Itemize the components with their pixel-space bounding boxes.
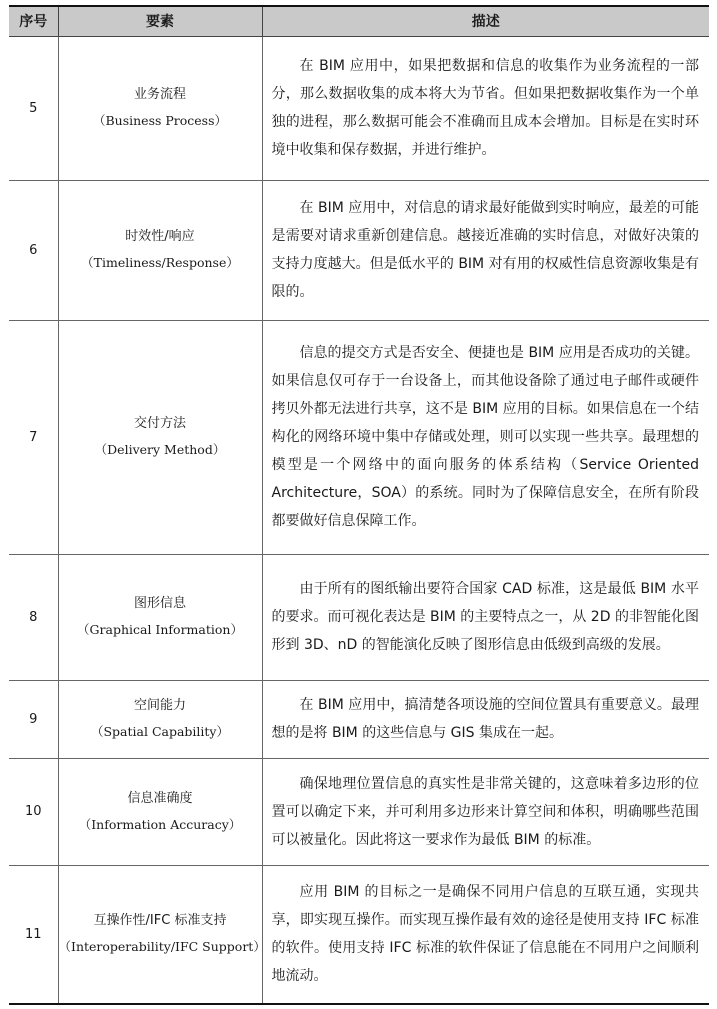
row-no: 11	[9, 865, 58, 1004]
row-description: 在 BIM 应用中，如果把数据和信息的收集作为业务流程的一部分，那么数据收集的成本将大为节省。但如果把数据收集作为一个单独的进程，那么数据可能会不准确而且成本会增加。目标是在实时环境中收集和保存数据，并进行维护。	[262, 36, 709, 180]
element-en: （Graphical Information）	[77, 622, 243, 637]
table-row	[9, 180, 709, 320]
row-element	[58, 36, 262, 180]
element-en: （Spatial Capability）	[90, 724, 229, 739]
row-element	[58, 680, 262, 758]
row-description: 信息的提交方式是否安全、便捷也是 BIM 应用是否成功的关键。如果信息仅可存于一台设备上，而其他设备除了通过电子邮件或硬件拷贝外都无法进行共享，这不是 BIM 应用的目标。如果信息在一个结构化的网络环境中集中存储或处理，则可以实现一些共享。最理想的模型是一个网络中的面向服务的体系结构（Service Oriented Architecture，SOA）的系统。同时为了保障信息安全，在所有阶段都要做好信息保障工作。	[262, 320, 709, 554]
row-description: 由于所有的图纸输出要符合国家 CAD 标准，这是最低 BIM 水平的要求。而可视化表达是 BIM 的主要特点之一，从 2D 的非智能化图形到 3D、nD 的智能演化反映了图形信息由低级到高级的发展。	[262, 554, 709, 680]
element-zh: 信息准确度	[127, 790, 193, 806]
table-row	[9, 758, 709, 865]
row-description: 在 BIM 应用中，对信息的请求最好能做到实时响应，最差的可能是需要对请求重新创建信息。越接近准确的实时信息，对做好决策的支持力度越大。但是低水平的 BIM 对有用的权威性信息资源收集是有限的。	[262, 180, 709, 320]
table-row	[9, 680, 709, 758]
element-zh: 图形信息	[133, 596, 186, 611]
row-element	[58, 554, 262, 680]
row-element	[58, 180, 262, 320]
header-description: 描述	[262, 6, 709, 36]
element-zh: 空间能力	[133, 698, 186, 713]
row-no: 5	[9, 36, 58, 180]
row-no: 6	[9, 180, 58, 320]
element-en: （Interoperability/IFC Support）	[58, 939, 266, 955]
table-row	[9, 554, 709, 680]
header-no: 序号	[9, 6, 58, 36]
table-row	[9, 320, 709, 554]
element-en: （Information Accuracy）	[78, 816, 242, 832]
table-header-row	[9, 6, 709, 36]
row-no: 7	[9, 320, 58, 554]
element-zh: 交付方法	[133, 416, 186, 431]
row-element	[58, 320, 262, 554]
element-zh: 互操作性/IFC 标准支持	[93, 913, 227, 929]
row-element	[58, 758, 262, 865]
row-description: 在 BIM 应用中，搞清楚各项设施的空间位置具有重要意义。最理想的是将 BIM 的这些信息与 GIS 集成在一起。	[262, 680, 709, 758]
element-en: （Business Process）	[92, 113, 228, 128]
row-no: 10	[9, 758, 58, 865]
element-en: （Delivery Method）	[94, 442, 226, 457]
row-description: 确保地理位置信息的真实性是非常关键的，这意味着多边形的位置可以确定下来，并可利用多边形来计算空间和体积，明确哪些范围可以被量化。因此将这一要求作为最低 BIM 的标准。	[262, 758, 709, 865]
row-no: 8	[9, 554, 58, 680]
element-zh: 业务流程	[133, 87, 186, 102]
bim-elements-table	[9, 5, 709, 1005]
header-element: 要素	[58, 6, 262, 36]
element-zh: 时效性/响应	[125, 229, 195, 244]
row-element	[58, 865, 266, 1004]
row-no: 9	[9, 680, 58, 758]
row-description: 应用 BIM 的目标之一是确保不同用户信息的互联互通，实现共享，即实现互操作。而实现互操作最有效的途径是使用支持 IFC 标准的软件。使用支持 IFC 标准的软件保证了信息能在不同用户之间顺利地流动。	[262, 865, 709, 1004]
document-page	[9, 5, 709, 1005]
element-en: （Timeliness/Response）	[81, 255, 239, 270]
table-row	[9, 865, 709, 1004]
table-row	[9, 36, 709, 180]
